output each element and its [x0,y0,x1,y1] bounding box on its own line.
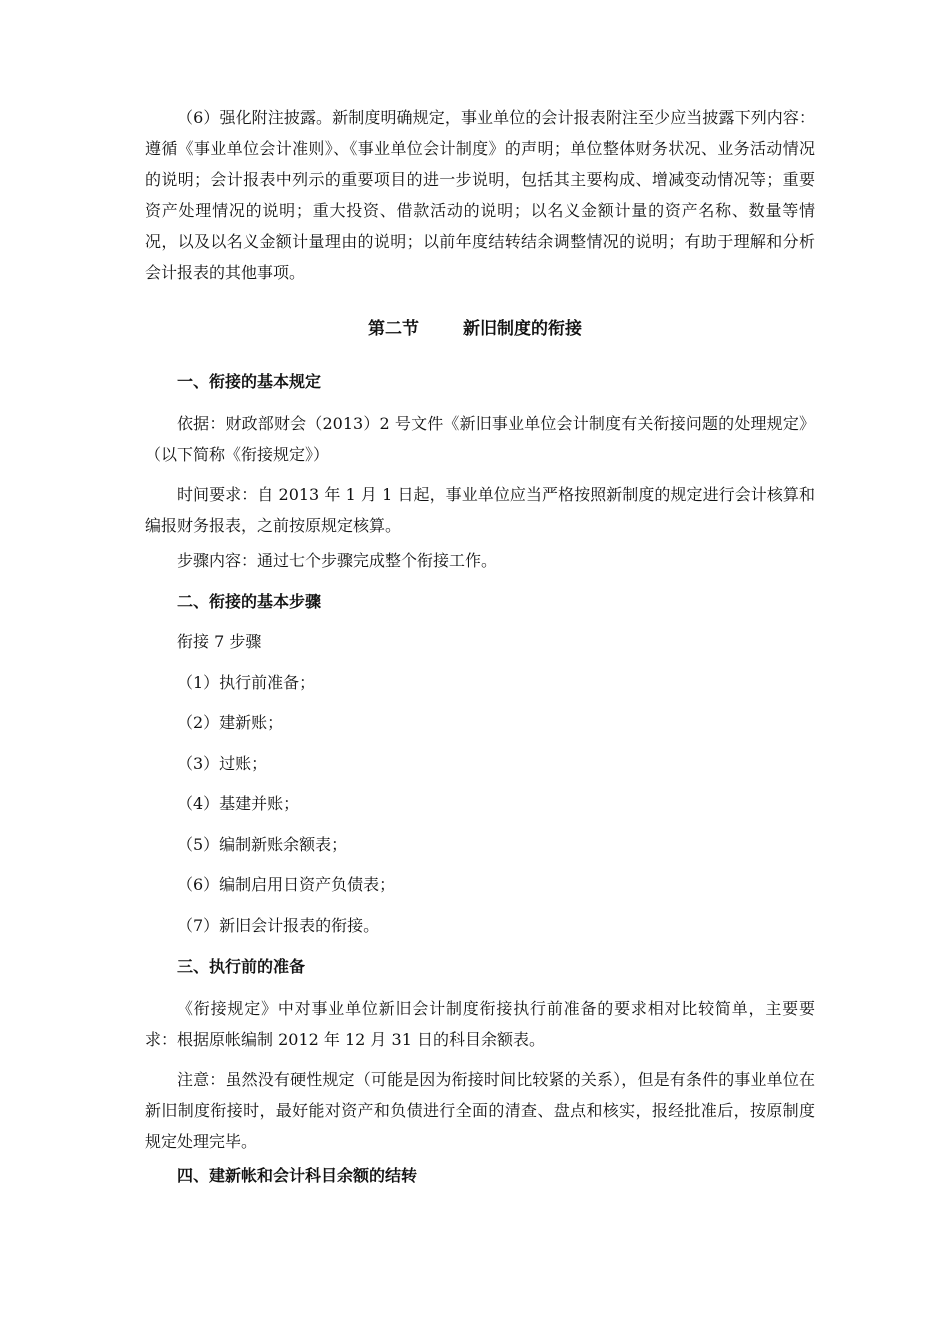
section-name: 新旧制度的衔接 [463,319,582,339]
paragraph-note: 注意：虽然没有硬性规定（可能是因为衔接时间比较紧的关系），但是有条件的事业单位在新旧制度衔接时，最好能对资产和负债进行全面的清查、盘点和核实，报经批准后，按原制度规定处理完毕。 [145,1070,815,1151]
heading-preparation: 三、执行前的准备 [177,957,306,976]
list-item: （1）执行前准备； [177,673,316,692]
paragraph-basis: 依据：财政部财会（2013）2 号文件《新旧事业单位会计制度有关衔接问题的处理规定》（以下简称《衔接规定》） [145,414,815,464]
list-item: （2）建新账； [177,713,284,732]
list-item: （6）编制启用日资产负债表； [177,875,396,894]
heading-basic-steps: 二、衔接的基本步骤 [177,592,322,611]
heading-new-accounts: 四、建新帐和会计科目余额的结转 [177,1166,418,1185]
paragraph-time-requirement: 时间要求：自 2013 年 1 月 1 日起，事业单位应当严格按照新制度的规定进行会计核算和编报财务报表，之前按原规定核算。 [145,485,815,535]
heading-basic-rules: 一、衔接的基本规定 [177,372,322,391]
list-item: （3）过账； [177,754,268,773]
list-item: （7）新旧会计报表的衔接。 [177,916,380,935]
list-item: （4）基建并账； [177,794,300,813]
paragraph-preparation: 《衔接规定》中对事业单位新旧会计制度衔接执行前准备的要求相对比较简单，主要要求：根据原帐编制 2012 年 12 月 31 日的科目余额表。 [145,999,815,1049]
section-title [0,314,950,339]
paragraph-disclosure: （6）强化附注披露。新制度明确规定，事业单位的会计报表附注至少应当披露下列内容：遵循《事业单位会计准则》、《事业单位会计制度》的声明；单位整体财务状况、业务活动情况的说明；会计报表中列示的重要项目的进一步说明，包括其主要构成、增减变动情况等；重要资产处理情况的说明；重大投资、借款活动的说明；以名义金额计量的资产名称、数量等情况，以及以名义金额计量理由的说明；以前年度结转结余调整情况的说明；有助于理解和分析会计报表的其他事项。 [145,108,815,282]
paragraph-steps-content: 步骤内容：通过七个步骤完成整个衔接工作。 [177,551,498,570]
section-number: 第二节 [368,319,419,339]
list-item: （5）编制新账余额表； [177,835,348,854]
steps-intro: 衔接 7 步骤 [177,632,262,651]
